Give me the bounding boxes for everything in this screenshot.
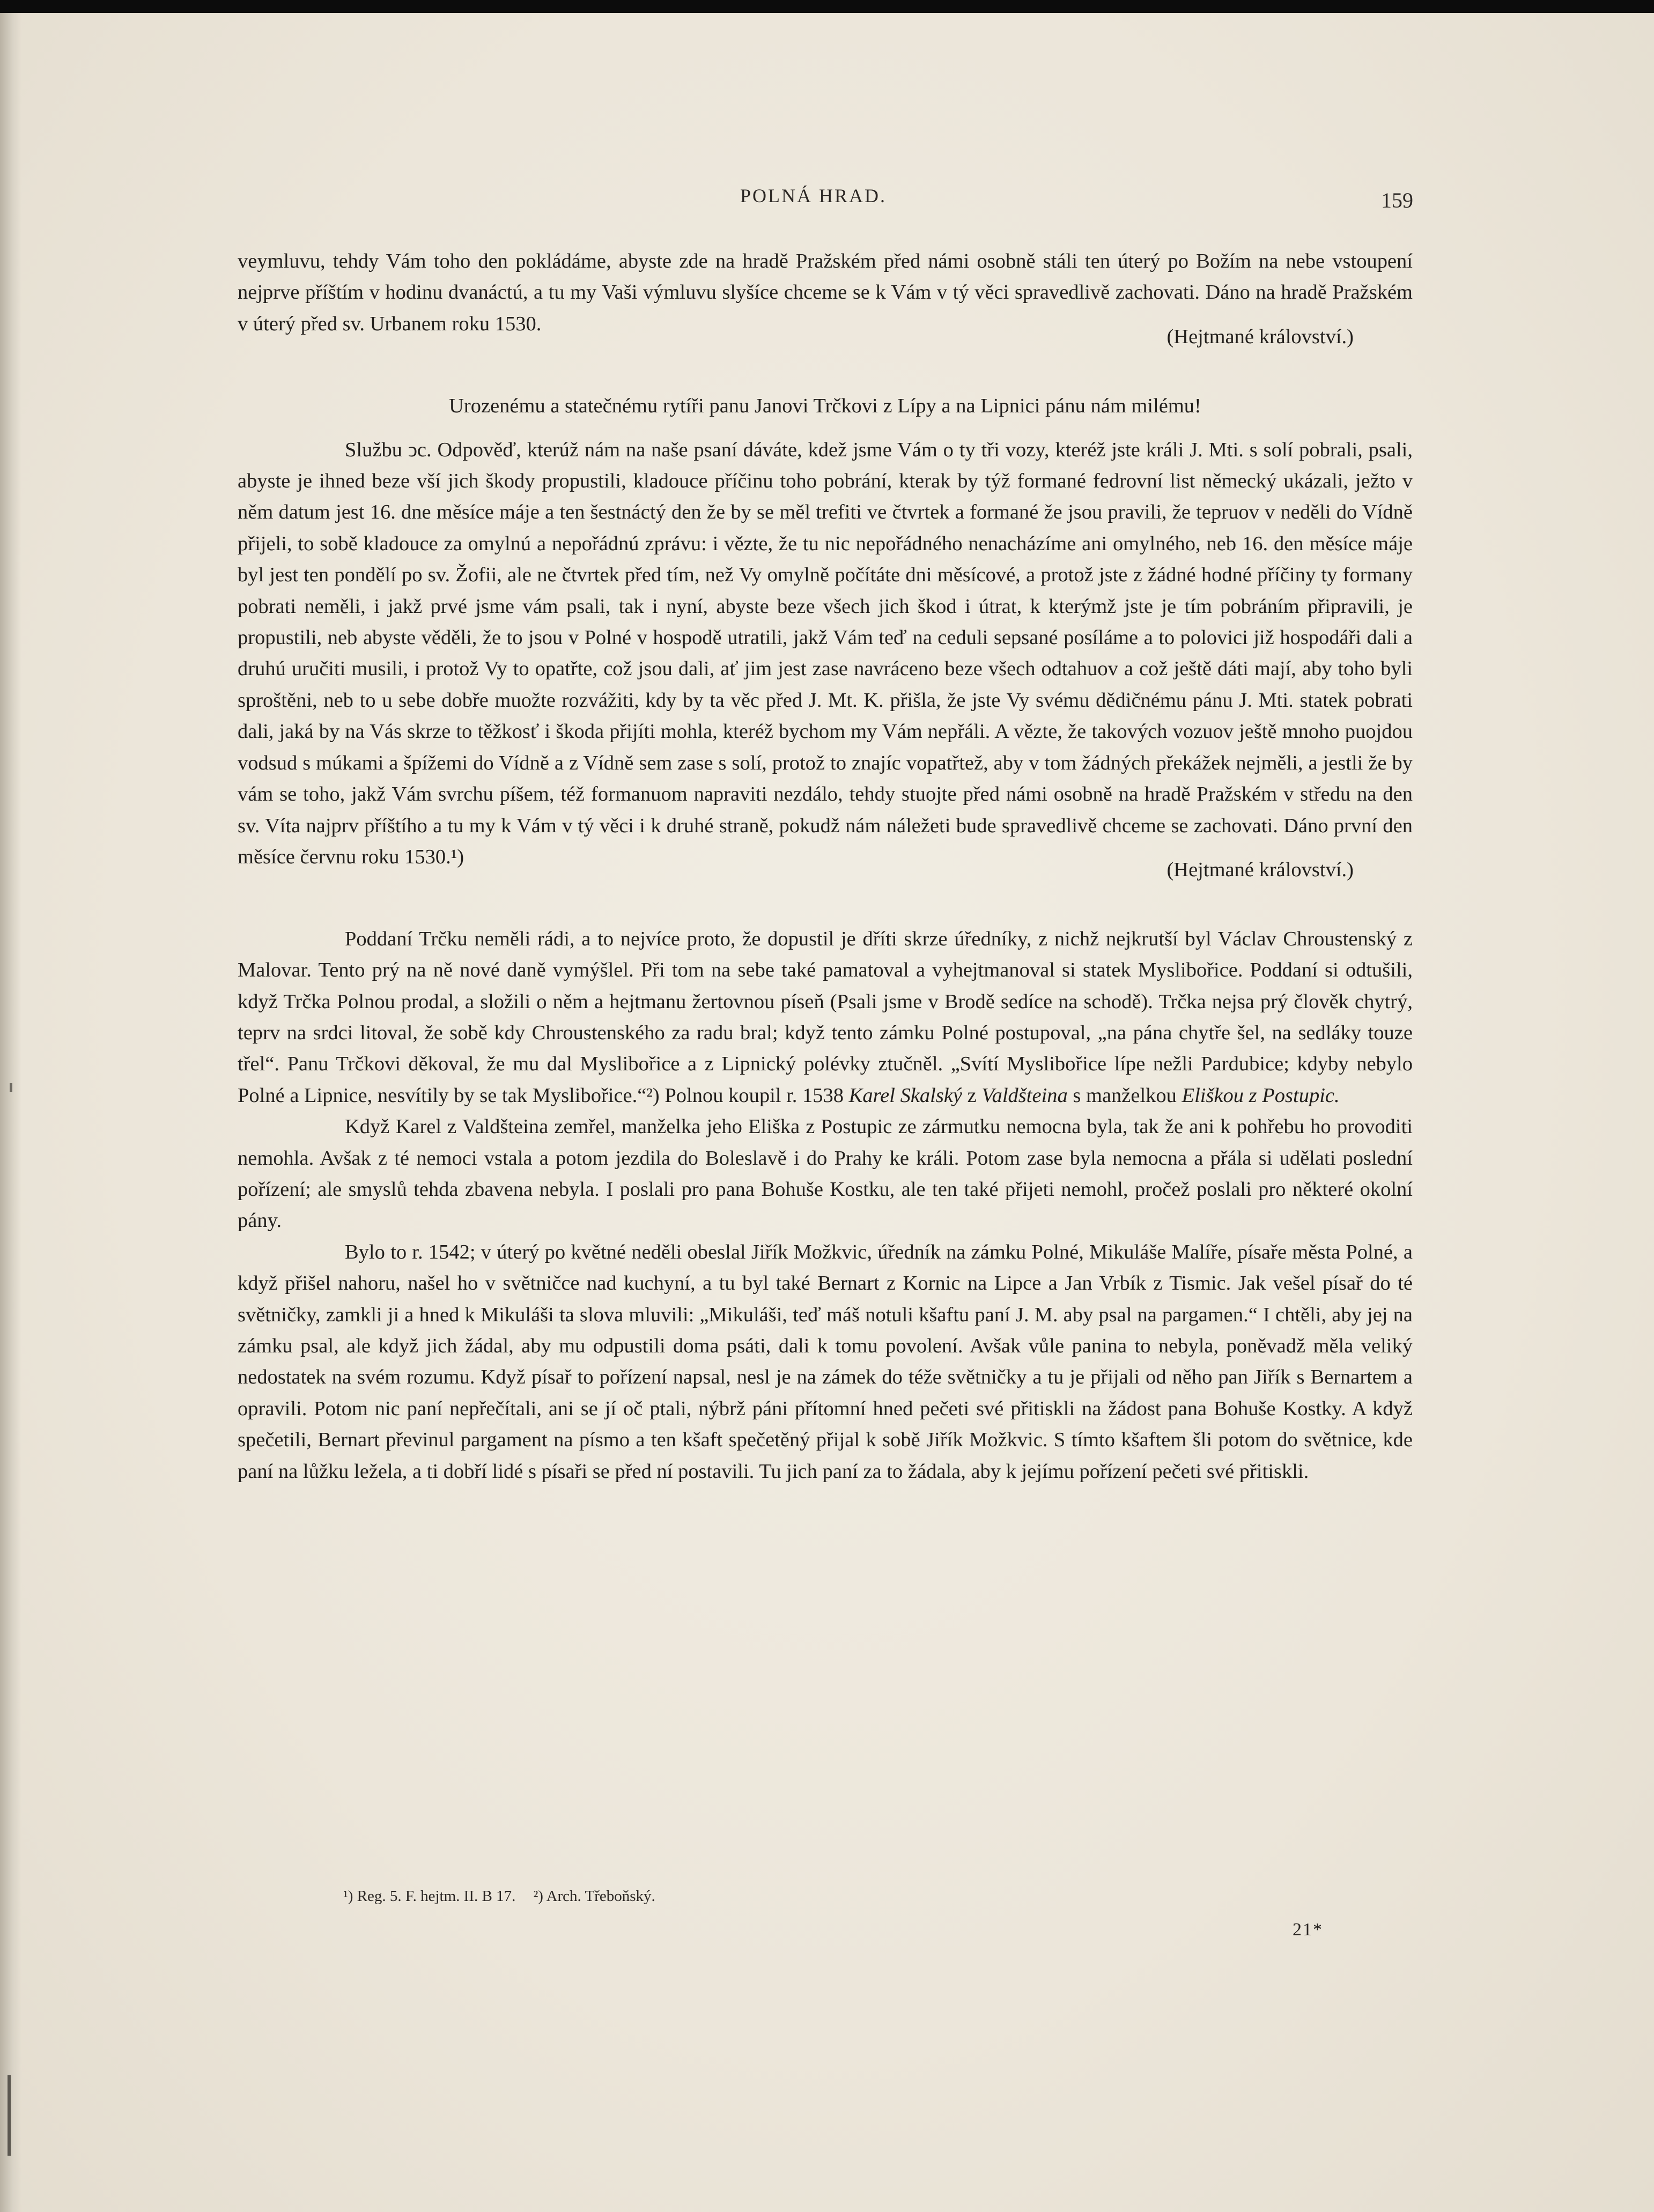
footnote-2: ²) Arch. Třeboňský. xyxy=(533,1888,655,1905)
page-gutter xyxy=(0,13,21,2212)
running-title: POLNÁ HRAD. xyxy=(740,185,887,206)
paragraph-4: Když Karel z Valdšteina zemřel, manželka jeho Eliška z Postupic ze zármutku nemocna byla, tak že ani k pohřebu ho provoditi nemohla. Avšak z té nemoci vstala a potom jezdila do Boleslavě i do Prahy ke králi. Potom zase byla nemocna a přála si udělati poslední pořízení; ale smyslů tehda zbavena nebyla. I poslali pro pana Bohuše Kostku, ale ten také přijeti nemohl, pročež poslali pro některé okolní pány. xyxy=(238,1115,1413,1232)
footnotes xyxy=(343,1888,669,1905)
person-name-eliska: Eliškou z Postupic. xyxy=(1182,1084,1340,1107)
signature-line-1: (Hejtmané království.) xyxy=(1166,325,1354,349)
page-body xyxy=(238,246,1413,1487)
person-name-karel: Karel Skalský xyxy=(848,1084,963,1107)
place-name-valdstein: Valdšteina xyxy=(981,1084,1068,1107)
paragraph-5: Bylo to r. 1542; v úterý po květné neděli obeslal Jiřík Možkvic, úředník na zámku Polné, Mikuláše Malíře, písaře města Polné, a když přišel nahoru, našel ho v světničce nad kuchyní, a tu byl také Bernart z Kornic na Lipce a Jan Vrbík z Tismic. Jak vešel písař do té světničky, zamkli ji a hned k Mikuláši ta slova mluvili: „Mikuláši, teď máš notuli kšaftu paní J. M. aby psal na pargamen.“ I chtěli, aby jej na zámku psal, ale když jich žádal, aby mu odpustili doma psáti, dali k tomu povolení. Avšak vůle panina to nebyla, poněvadž měla veliký nedostatek na svém rozumu. Když písař to pořízení napsal, nesl je na zámek do téže světničky a tu je přijali od něho pan Jiřík s Bernartem a opravili. Potom nic paní nepřečítali, ani se jí oč ptali, nýbrž páni přítomní hned pečeti své přitiskli na žádost pana Bohuše Kostky. A když spečetili, Bernart převinul pargament na písmo a ten kšaft spečetěný přijal k sobě Jiřík Možkvic. S tímto kšaftem šli potom do světnice, kde paní na lůžku ležela, a ti dobří lidé s písaři se před ní postavili. Tu jich paní za to žádala, aby k jejímu pořízení pečeti své přitiskli. xyxy=(238,1240,1413,1483)
footnote-1: ¹) Reg. 5. F. hejtm. II. B 17. xyxy=(343,1888,516,1905)
paragraph-3-connector: z xyxy=(967,1084,977,1107)
printer-signature-mark: 21* xyxy=(1293,1920,1323,1940)
signature-line-2: (Hejtmané království.) xyxy=(1166,859,1354,882)
page-number: 159 xyxy=(1381,188,1413,212)
margin-mark-bottom xyxy=(8,2075,11,2156)
paragraph-2: Službu ↄc. Odpověď, kterúž nám na naše psaní dáváte, kdež jsme Vám o ty tři vozy, kteréž jste králi J. Mti. s solí pobrali, psali, abyste je ihned beze vší jich škody propustili, kladouce příčinu toho pobrání, kterak by týž formané fedrovní list německý ukázali, ježto v něm datum jest 16. dne měsíce máje a ten šestnáctý den že by se měl trefiti ve čtvrtek a formané že jsou pravili, že tepruov v neděli do Vídně přijeli, to sobě kladouce za omylnú a nepořádnú zprávu: i vězte, že tu nic nepořádného nenacházíme ani omylného, neb 16. den měsíce máje byl jest ten pondělí po sv. Žofii, ale ne čtvrtek před tím, než Vy omylně počítáte dni měsícové, a protož jste z žádné hodné příčiny ty formany pobrati neměli, i jakž prvé jsme vám psali, tak i nyní, abyste beze všech jich škod i útrat, k kterýmž jste je tím pobráním připravili, je propustili, neb abyste věděli, že to jsou v Polné v hospodě utratili, jakž Vám teď na ceduli sepsané posíláme a to polovici již hospodáři dali a druhú uručiti musili, i protož Vy to opatřte, což jsou dali, ať jim jest zase navráceno beze všech odtahuov a což ještě dáti mají, aby toho byli sproštěni, neb to u sebe dobře muožte rozvážiti, kdy by ta věc před J. Mt. K. přišla, že jste Vy svému dědičnému pánu J. Mti. statek pobrati dali, jaká by na Vás skrze to těžkosť i škoda přijíti mohla, kteréž bychom my Vám nepřáli. A vězte, že takových vozuov ještě mnoho puojdou vodsud s múkami a špížemi do Vídně a z Vídně sem zase s solí, protož to znajíc vopatřtež, aby v tom žádných překážek nejměli, a jestli že by vám se toho, jakž Vám svrchu píšem, též formanuom napraviti nezdálo, tehdy stuojte před námi osobně na hradě Pražském v středu na den sv. Víta najprv příštího a tu my k Vám v tý věci i k druhé straně, pokudž nám náležeti bude spravedlivě chceme se zachovati. Dáno první den měsíce červnu roku 1530.¹) xyxy=(238,438,1413,868)
paragraph-1: veymluvu, tehdy Vám toho den pokládáme, abyste zde na hradě Pražském před námi osobně stáli ten úterý po Božím na nebe vstoupení nejprve příštím v hodinu dvanáctú, a tu my Vaši výmluvu slyšíce chceme se k Vám v tý věci spravedlivě zachovati. Dáno na hradě Pražském v úterý před sv. Urbanem roku 1530. xyxy=(238,250,1413,335)
paragraph-3 xyxy=(238,923,1413,1111)
margin-mark-top xyxy=(10,1083,12,1092)
letter-address: Urozenému a statečnému rytíři panu Janovi Trčkovi z Lípy a na Lipnici pánu nám milému! xyxy=(449,394,1201,417)
paragraph-3-text: Poddaní Trčku neměli rádi, a to nejvíce proto, že dopustil je dříti skrze úředníky, z nichž nejkrutší byl Václav Chroustenský z Malovar. Tento prý na ně nové daně vymýšlel. Při tom na sebe také pamatoval a vyhejtmanoval si statek Myslibořice. Poddaní si odtušili, když Trčka Polnou prodal, a složili o něm a hejtmanu žertovnou píseň (Psali jsme v Brodě sedíce na schodě). Trčka nejsa prý člověk chytrý, teprv na srdci litoval, že sobě kdy Chroustenského za radu bral; když tento zámku Polné postupoval, „na pána chytře šel, na sedláky touze třel“. Panu Trčkovi děkoval, že mu dal Myslibořice a z Lipnický polévky ztučněl. „Svítí Myslibořice lípe nežli Pardubice; kdyby nebylo Polné a Lipnice, nesvítily by se tak Myslibořice.“²) Polnou koupil r. 1538 xyxy=(238,927,1413,1107)
paragraph-3-connector-2: s manželkou xyxy=(1073,1084,1177,1107)
